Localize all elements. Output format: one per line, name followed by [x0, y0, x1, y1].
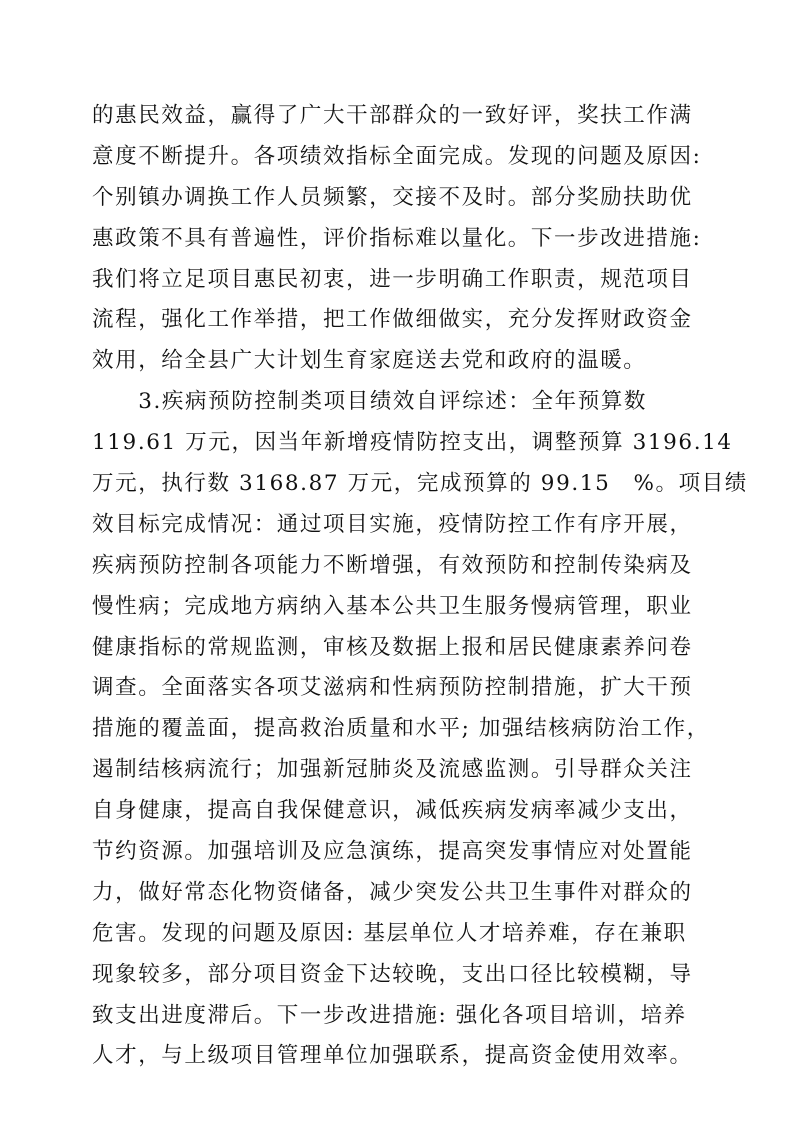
- text-line: 节约资源。加强培训及应急演练，提高突发事情应对处置能: [92, 839, 693, 865]
- text-line: 慢性病；完成地方病纳入基本公共卫生服务慢病管理，职业: [92, 593, 693, 619]
- text-line: 疾病预防控制各项能力不断增强，有效预防和控制传染病及: [92, 552, 693, 578]
- text-line: 效用，给全县广大计划生育家庭送去党和政府的温暖。: [92, 348, 647, 374]
- text-line: 致支出进度滞后。下一步改进措施: 强化各项目培训，培养: [92, 1002, 687, 1028]
- text-line: 力，做好常态化物资储备，减少突发公共卫生事件对群众的: [92, 879, 693, 905]
- text-line: 自身健康，提高自我保健意识，减低疾病发病率减少支出，: [92, 798, 693, 824]
- section-heading-line: 3.疾病预防控制类项目绩效自评综述：全年预算数: [92, 389, 648, 415]
- text-line: 人才，与上级项目管理单位加强联系，提高资金使用效率。: [92, 1043, 693, 1069]
- text-line: 效目标完成情况：通过项目实施，疫情防控工作有序开展，: [92, 511, 693, 537]
- text-line: 万元，执行数 3168.87 万元，完成预算的 99.15 %。项目绩: [92, 471, 748, 497]
- body-text: [92, 96, 748, 1077]
- text-line: 现象较多，部分项目资金下达较晚，支出口径比较模糊，导: [92, 961, 693, 987]
- text-line: 危害。发现的问题及原因: 基层单位人才培养难，存在兼职: [92, 920, 687, 946]
- text-line: 我们将立足项目惠民初衷，进一步明确工作职责，规范项目: [92, 266, 693, 292]
- text-line: 的惠民效益，赢得了广大干部群众的一致好评，奖扶工作满: [92, 103, 693, 128]
- text-line: 惠政策不具有普遍性，评价指标难以量化。下一步改进措施:: [92, 225, 702, 251]
- text-line: 遏制结核病流行；加强新冠肺炎及流感监测。引导群众关注: [92, 757, 693, 783]
- text-line: 措施的覆盖面，提高救治质量和水平; 加强结核病防治工作，: [92, 716, 710, 742]
- text-line: 意度不断提升。各项绩效指标全面完成。发现的问题及原因:: [92, 143, 702, 169]
- text-line: 流程，强化工作举措，把工作做细做实，充分发挥财政资金: [92, 307, 693, 333]
- text-line: 个别镇办调换工作人员频繁，交接不及时。部分奖励扶助优: [92, 184, 693, 210]
- text-line: 119.61 万元，因当年新增疫情防控支出，调整预算 3196.14: [92, 430, 733, 456]
- text-line: 调查。全面落实各项艾滋病和性病预防控制措施，扩大干预: [92, 675, 693, 701]
- text-line: 健康指标的常规监测，审核及数据上报和居民健康素养问卷: [92, 634, 693, 660]
